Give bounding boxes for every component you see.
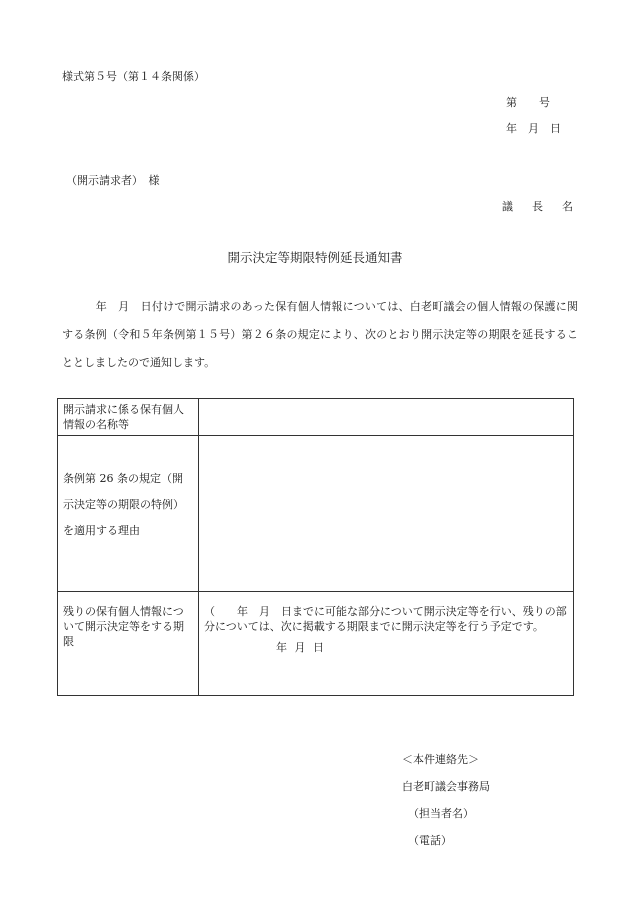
deadline-value: [199, 592, 574, 696]
deadline-date: 年 月 日: [276, 641, 324, 654]
document-number: 第 号: [506, 96, 550, 109]
contact-phone: （電話）: [408, 834, 452, 847]
document-date: 年 月 日: [506, 122, 561, 135]
deadline-text: （ 年 月 日までに可能な部分について開示決定等を行い、残りの部分については、次に掲載する期限までに開示決定等を行う予定です。: [204, 605, 567, 633]
contact-block: [402, 746, 490, 854]
info-table: [57, 398, 574, 696]
table-row: [58, 592, 574, 696]
info-name-label: 開示請求に係る保有個人情報の名称等: [58, 399, 199, 436]
recipient-line: （開示請求者） 様: [66, 174, 160, 187]
table-row: [58, 436, 574, 592]
page-title: 開示決定等期限特例延長通知書: [227, 250, 403, 265]
info-name-value: [199, 399, 574, 436]
contact-heading: ＜本件連絡先＞: [402, 753, 479, 766]
form-number: 様式第５号（第１４条関係）: [62, 70, 205, 83]
table-row: [58, 399, 574, 436]
reason-value: [199, 436, 574, 592]
reason-label: 条例第 26 条の規定（開示決定等の期限の特例）を適用する理由: [58, 436, 199, 592]
contact-office: 白老町議会事務局: [402, 780, 490, 793]
contact-person: （担当者名）: [408, 807, 474, 820]
body-paragraph: 年 月 日付けで開示請求のあった保有個人情報については、白老町議会の個人情報の保護に関する条例（令和５年条例第１５号）第２６条の規定により、次のとおり開示決定等の期限を延長することとしましたので通知します。: [62, 300, 578, 369]
deadline-label: 残りの保有個人情報について開示決定等をする期限: [58, 592, 199, 696]
sender-line: 議 長 名: [502, 200, 577, 213]
